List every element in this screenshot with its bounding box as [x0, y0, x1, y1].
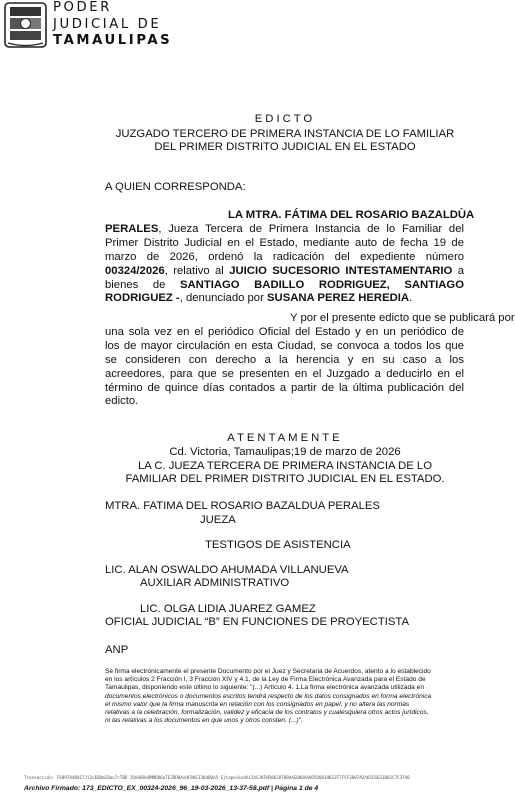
p1-line: Primer Distrito Judicial en el Estado, mediante auto de fecha 19 de — [105, 236, 464, 249]
p1-line: 00324/2026, relativo al JUICIO SUCESORIO INTESTAMENTARIO a — [105, 264, 464, 277]
p2-line: edicto. — [105, 395, 139, 408]
p2-line: una sola vez en el periódico Oficial del Estado y en un periódico de — [105, 325, 464, 338]
legal-note-line: Tamaulipas, disponiendo este último lo siguiente: "(...) Artículo 4. 1.La firma electrónica avanzada utilizada en — [105, 684, 425, 692]
legal-note-line: el mismo valor que la firma manuscrita en relación con los consignados en papel, y no altera las normas — [105, 700, 410, 708]
brand-name — [53, 0, 172, 50]
court-line-2: DEL PRIMER DISTRITO JUDICIAL EN EL ESTADO — [154, 141, 416, 153]
paragraph-2 — [105, 312, 515, 409]
p1-line: marzo de 2026, ordenó la radicación del expediente número — [105, 250, 464, 263]
judicial-seal-icon — [4, 2, 47, 48]
p1-line: PERALES, Jueza Tercera de Primera Instancia de lo Familiar del — [105, 222, 464, 235]
witness-1-name: LIC. ALAN OSWALDO AHUMADA VILLANUEVA — [105, 564, 349, 576]
closing: ATENTAMENTE — [227, 432, 343, 444]
p2-line: los de mayor circulación en esta Ciudad, se convoca a todos los que — [105, 339, 464, 352]
brand-line-2: JUDICIAL DE — [53, 16, 162, 32]
brand-line-3: TAMAULIPAS — [53, 33, 173, 48]
court-line-1: JUZGADO TERCERO DE PRIMERA INSTANCIA DE LO FAMILIAR — [115, 128, 455, 140]
document-title: EDICTO — [254, 113, 316, 125]
signature-line-1: LA C. JUEZA TERCERA DE PRIMERA INSTANCIA DE LO — [137, 460, 432, 472]
p2-line: término de quince días contados a partir de la última publicación del — [105, 381, 464, 394]
paragraph-1 — [105, 209, 475, 306]
initials: ANP — [105, 644, 129, 656]
signed-file-footer: Archivo Firmado: 173_EDICTO_EX_00324-2026_96_19-03-2026_13-37-58.pdf | Página 1 de 4 — [24, 785, 319, 792]
transaction-hash: Transacción: F6097840817Ji3cE8DmI8ao7cTBD JUAAD8eBMMD06aTEJRD0AcHF8AE13KdD0A5 Ejtapeiko4AiJASJ8FHD8KJ8T8BAAE08DAAAD5D081HB13T7F5F3887A2A65C6D31B6SC7C37AB — [24, 775, 410, 780]
legal-note-line: relativas a la celebración, formalización, validez y eficacia de los contratos y cualesquiera otros actos jurídicos, — [105, 709, 429, 717]
witnesses-heading: TESTIGOS DE ASISTENCIA — [205, 539, 351, 551]
witness-1-title: AUXILIAR ADMINISTRATIVO — [140, 577, 290, 589]
place-date: Cd. Victoria, Tamaulipas;19 de marzo de 2026 — [169, 446, 401, 458]
legal-note-line: documentos electrónicos o documentos escritos tendrá respecto de los datos consignados en forma electrónica — [105, 692, 432, 700]
e-signature-legal-note — [105, 668, 465, 725]
signature-line-2: FAMILIAR DEL PRIMER DISTRITO JUDICIAL EN EL ESTADO. — [125, 473, 445, 485]
witness-2-title: OFICIAL JUDICIAL “B” EN FUNCIONES DE PROYECTISTA — [105, 616, 410, 628]
p1-line: bienes de SANTIAGO BADILLO RODRIGUEZ, SANTIAGO — [105, 278, 464, 291]
judge-title: JUEZA — [200, 514, 236, 526]
p2-line: se consideren con derecho a la herencia y en su caso a los — [105, 353, 464, 366]
judge-name: MTRA. FATIMA DEL ROSARIO BAZALDUA PERALES — [105, 500, 380, 512]
legal-note-line: ni las relativas a los documentos en que unos y otros consten. (...)". — [105, 717, 303, 725]
brand-line-1: PODER — [53, 0, 112, 15]
p1-line: LA MTRA. FÁTIMA DEL ROSARIO BAZALDÙA — [228, 209, 475, 221]
legal-note-line: Se firma electrónicamente el presente Documento por el Juez y Secretaria de Acuerdos, atento a lo establecido — [105, 668, 431, 675]
salutation: A QUIEN CORRESPONDA: — [105, 181, 246, 193]
p2-line: Y por el presente edicto que se publicará por — [290, 312, 515, 324]
p1-line: RODRIGUEZ -, denunciado por SUSANA PEREZ HEREDIA. — [105, 292, 413, 305]
witness-2-name: LIC. OLGA LIDIA JUAREZ GAMEZ — [140, 603, 316, 615]
p2-line: acreedores, para que se presenten en el Juzgado a deducirlo en el — [105, 367, 464, 380]
legal-note-line: en los artículos 2 Fracción I, 3 Fracción XIV y 4.1, de la Ley de Firma Electrónica Avanzada para el Estado de — [105, 676, 426, 684]
